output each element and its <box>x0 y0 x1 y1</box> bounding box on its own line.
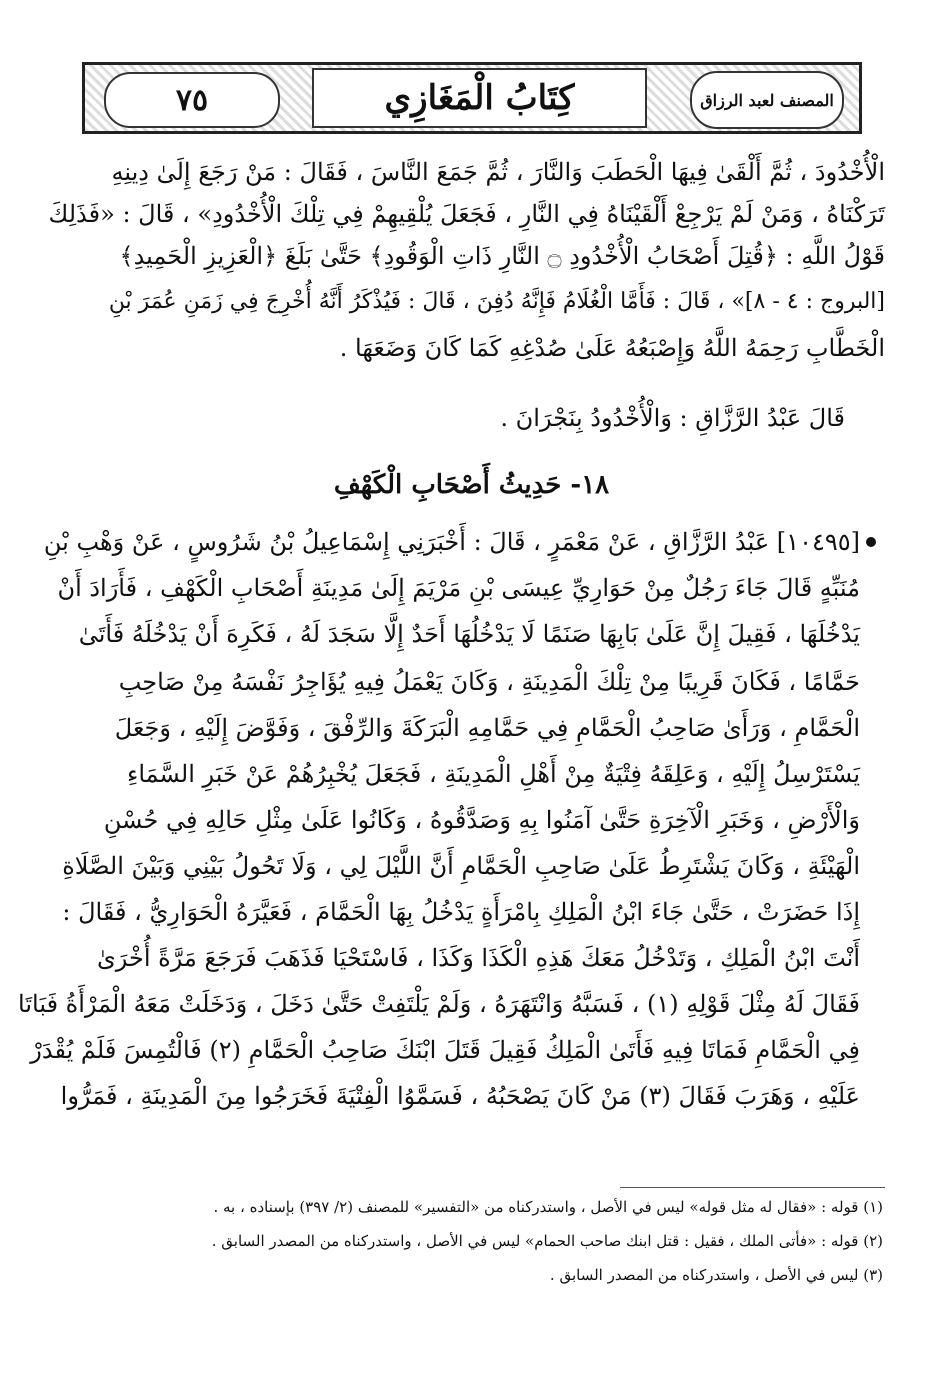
footnote-3: (٣) ليس في الأصل ، واستدركناه من المصدر السابق . <box>549 1266 883 1284</box>
hadith-line: [١٠٤٩٥] عَبْدُ الرَّزَّاقِ ، عَنْ مَعْمَرٍ ، قَالَ : أَخْبَرَنِي إِسْمَاعِيلُ بْنُ شَرُوسٍ ، عَنْ وَهْبِ بْنِ <box>43 528 860 556</box>
footnote-2: (٢) قوله : «فأتى الملك ، فقيل : قتل ابنك صاحب الحمام» ليس في الأصل ، واستدركناه من المصدر السابق . <box>211 1232 883 1250</box>
hadith-line: فَقَالَ لَهُ مِثْلَ قَوْلِهِ (١) ، فَسَبَّهُ وَانْتَهَرَهُ ، وَلَمْ يَلْتَفِتْ حَتَّىٰ دَخَلَ ، وَدَخَلَتْ مَعَهُ الْمَرْأَةُ فَبَاتَا <box>18 990 860 1018</box>
hadith-bullet <box>866 537 876 547</box>
page-number: ٧٥ <box>175 82 209 118</box>
page-number-box <box>104 72 280 128</box>
running-title-box <box>312 68 647 128</box>
hadith-line: فِي الْحَمَّامِ فَمَاتَا فِيهِ فَأَتَىٰ الْمَلِكُ فَقِيلَ قَتَلَ ابْنَكَ صَاحِبُ الْحَمَّامِ (٢) فَالْتُمِسَ فَلَمْ يُقْدَرْ <box>30 1036 860 1064</box>
body-line: [البروج : ٤ - ٨]» ، قَالَ : فَأَمَّا الْغُلَامُ فَإِنَّهُ دُفِنَ ، قَالَ : فَيُذْكَرُ أَنَّهُ أُخْرِجَ فِي زَمَنِ عُمَرَ بْنِ <box>108 289 885 314</box>
hadith-line: مُنَبِّهٍ قَالَ جَاءَ رَجُلٌ مِنْ حَوَارِيِّ عِيسَى بْنِ مَرْيَمَ إِلَىٰ مَدِينَةِ أَصْحَابِ الْكَهْفِ ، فَأَرَادَ أَنْ <box>57 574 860 602</box>
body-line: الْأُخْدُودَ ، ثُمَّ أَلْقَىٰ فِيهَا الْحَطَبَ وَالنَّارَ ، ثُمَّ جَمَعَ النَّاسَ ، فَقَالَ : مَنْ رَجَعَ إِلَىٰ دِينِهِ <box>111 158 885 186</box>
body-line: قَوْلُ اللَّهِ : ﴿قُتِلَ أَصْحَابُ الْأُخْدُودِ ۝ النَّارِ ذَاتِ الْوَقُودِ﴾ حَتَّىٰ بَلَغَ ﴿الْعَزِيزِ الْحَمِيدِ﴾ <box>119 242 885 270</box>
hadith-line: يَدْخُلَهَا ، فَقِيلَ إِنَّ عَلَىٰ بَابِهَا صَنَمًا لَا يَدْخُلُهَا أَحَدٌ إِلَّا سَجَدَ لَهُ ، فَكَرِهَ أَنْ يَدْخُلَهُ فَأَتَىٰ <box>78 620 860 648</box>
hadith-line: أَنْتَ ابْنُ الْمَلِكِ ، وَتَدْخُلُ مَعَكَ هَذِهِ الْكَذَا وَكَذَا ، فَاسْتَحْيَا فَذَهَبَ فَرَجَعَ مَرَّةً أُخْرَىٰ <box>96 944 860 972</box>
footnote-1: (١) قوله : «فقال له مثل قوله» ليس في الأصل ، واستدركناه من «التفسير» للمصنف (٢/ ٣٩٧) بإسناده ، به . <box>213 1198 883 1216</box>
hadith-line: الْهَيْئَةِ ، وَكَانَ يَشْتَرِطُ عَلَىٰ صَاحِبِ الْحَمَّامِ أَنَّ اللَّيْلَ لِي ، وَلَا تَحُولُ بَيْنِي وَبَيْنَ الصَّلَاةِ <box>62 852 860 880</box>
attribution-line: قَالَ عَبْدُ الرَّزَّاقِ : وَالْأُخْدُودُ بِنَجْرَانَ . <box>500 404 845 432</box>
hadith-line: إِذَا حَضَرَتْ ، حَتَّىٰ جَاءَ ابْنُ الْمَلِكِ بِامْرَأَةٍ يَدْخُلُ بِهَا الْحَمَّامَ ، فَعَيَّرَهُ الْحَوَارِيُّ ، فَقَالَ : <box>62 898 860 926</box>
publisher-seal <box>690 71 844 129</box>
hadith-line: الْحَمَّامِ ، وَرَأَىٰ صَاحِبُ الْحَمَّامِ فِي حَمَّامِهِ الْبَرَكَةَ وَالرِّفْقَ ، وَفَوَّضَ إِلَيْهِ ، وَجَعَلَ <box>114 714 860 742</box>
hadith-line: عَلَيْهِ ، وَهَرَبَ فَقَالَ (٣) مَنْ كَانَ يَصْحَبُهُ ، فَسَمَّوُا الْفِتْيَةَ فَخَرَجُوا مِنَ الْمَدِينَةِ ، فَمَرُّوا <box>60 1082 860 1110</box>
running-title: كِتَابُ الْمَغَازِي <box>384 78 575 118</box>
body-line: الْخَطَّابِ رَحِمَهُ اللَّهُ وَإِصْبَعُهُ عَلَىٰ صُدْغِهِ كَمَا كَانَ وَضَعَهَا . <box>339 334 885 362</box>
hadith-line: وَالْأَرْضِ ، وَخَبَرِ الْآخِرَةِ حَتَّىٰ آمَنُوا بِهِ وَصَدَّقُوهُ ، وَكَانُوا عَلَىٰ مِثْلِ حَالِهِ فِي حُسْنِ <box>103 806 860 834</box>
seal-text: المصنف لعبد الرزاق <box>700 90 834 110</box>
hadith-line: حَمَّامًا ، فَكَانَ قَرِيبًا مِنْ تِلْكَ الْمَدِينَةِ ، وَكَانَ يَعْمَلُ فِيهِ يُؤَاجِرُ نَفْسَهُ مِنْ صَاحِبِ <box>118 668 860 696</box>
page-header <box>82 62 862 134</box>
hadith-line: يَسْتَرْسِلُ إِلَيْهِ ، وَعَلِقَهُ فِتْيَةٌ مِنْ أَهْلِ الْمَدِينَةِ ، فَجَعَلَ يُخْبِرُهُمْ عَنْ خَبَرِ السَّمَاءِ <box>127 760 860 788</box>
footnote-separator <box>620 1187 885 1188</box>
section-heading: ١٨- حَدِيثُ أَصْحَابِ الْكَهْفِ <box>333 470 610 500</box>
body-line: تَرَكْنَاهُ ، وَمَنْ لَمْ يَرْجِعْ أَلْقَيْنَاهُ فِي النَّارِ ، فَجَعَلَ يُلْقِيهِمْ فِي تِلْكَ الْأُخْدُودِ» ، قَالَ : «فَذَلِكَ <box>48 200 885 228</box>
